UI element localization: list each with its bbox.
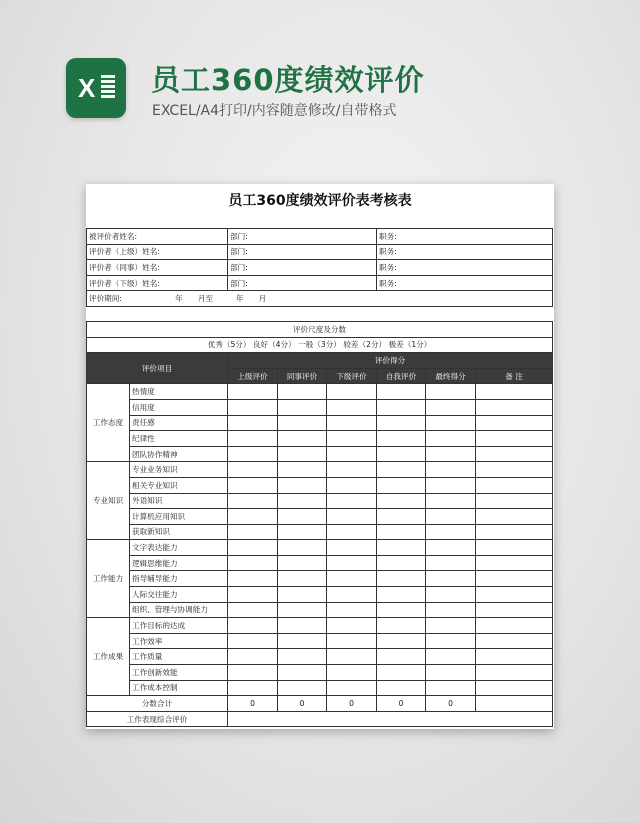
score-input-cell[interactable] <box>476 462 553 478</box>
score-input-cell[interactable] <box>426 384 476 400</box>
criteria-item-cell: 纪律性 <box>130 431 228 447</box>
score-input-cell[interactable] <box>228 399 278 415</box>
info-row <box>87 275 553 291</box>
score-input-cell[interactable] <box>476 665 553 681</box>
score-input-cell[interactable] <box>327 509 377 525</box>
score-input-cell[interactable] <box>278 633 327 649</box>
criteria-item-cell: 工作创新效能 <box>130 665 228 681</box>
score-input-cell[interactable] <box>327 618 377 634</box>
score-input-cell[interactable] <box>426 446 476 462</box>
score-input-cell[interactable] <box>377 431 426 447</box>
score-input-cell[interactable] <box>426 431 476 447</box>
score-input-cell[interactable] <box>426 665 476 681</box>
category-cell: 工作成果 <box>87 618 130 696</box>
score-input-cell[interactable] <box>476 477 553 493</box>
score-input-cell[interactable] <box>327 431 377 447</box>
score-input-cell[interactable] <box>228 509 278 525</box>
score-input-cell[interactable] <box>228 602 278 618</box>
excel-x-letter: X <box>78 73 96 103</box>
score-input-cell[interactable] <box>426 649 476 665</box>
score-input-cell[interactable] <box>278 415 327 431</box>
score-input-cell[interactable] <box>476 509 553 525</box>
score-input-cell[interactable] <box>278 540 327 556</box>
score-input-cell[interactable] <box>476 540 553 556</box>
score-input-cell[interactable] <box>426 524 476 540</box>
info-dept-cell: 部门: <box>228 260 377 276</box>
summary-row <box>87 711 553 727</box>
criteria-row <box>87 462 553 478</box>
score-input-cell[interactable] <box>377 680 426 696</box>
spacer-row <box>87 306 553 321</box>
score-input-cell[interactable] <box>426 477 476 493</box>
criteria-row <box>87 509 553 525</box>
score-input-cell[interactable] <box>228 555 278 571</box>
score-input-cell[interactable] <box>327 649 377 665</box>
score-input-cell[interactable] <box>476 571 553 587</box>
score-input-cell[interactable] <box>327 493 377 509</box>
score-input-cell[interactable] <box>327 462 377 478</box>
score-input-cell[interactable] <box>377 665 426 681</box>
score-input-cell[interactable] <box>228 680 278 696</box>
criteria-row <box>87 540 553 556</box>
criteria-item-cell: 热情度 <box>130 384 228 400</box>
score-input-cell[interactable] <box>426 540 476 556</box>
score-input-cell[interactable] <box>476 446 553 462</box>
scale-values-cell: 优秀（5分） 良好（4分） 一般（3分） 较差（2分） 极差（1分） <box>87 337 553 353</box>
score-input-cell[interactable] <box>476 415 553 431</box>
score-input-cell[interactable] <box>228 540 278 556</box>
criteria-row <box>87 665 553 681</box>
criteria-item-cell: 团队协作精神 <box>130 446 228 462</box>
score-input-cell[interactable] <box>278 665 327 681</box>
criteria-row <box>87 431 553 447</box>
spreadsheet-lines-icon <box>101 75 115 101</box>
score-input-cell[interactable] <box>476 649 553 665</box>
score-input-cell[interactable] <box>278 587 327 603</box>
criteria-row <box>87 477 553 493</box>
score-input-cell[interactable] <box>476 680 553 696</box>
info-row <box>87 244 553 260</box>
score-input-cell[interactable] <box>228 587 278 603</box>
score-input-cell[interactable] <box>278 477 327 493</box>
criteria-row <box>87 602 553 618</box>
criteria-row <box>87 571 553 587</box>
score-input-cell[interactable] <box>426 571 476 587</box>
score-input-cell[interactable] <box>377 509 426 525</box>
score-input-cell[interactable] <box>327 555 377 571</box>
score-input-cell[interactable] <box>228 431 278 447</box>
score-input-cell[interactable] <box>228 384 278 400</box>
score-input-cell[interactable] <box>228 493 278 509</box>
score-input-cell[interactable] <box>426 462 476 478</box>
score-input-cell[interactable] <box>377 540 426 556</box>
score-input-cell[interactable] <box>476 399 553 415</box>
score-input-cell[interactable] <box>228 618 278 634</box>
total-value-cell: 0 <box>426 696 476 712</box>
score-input-cell[interactable] <box>377 555 426 571</box>
excel-icon <box>66 58 126 118</box>
score-input-cell[interactable] <box>426 415 476 431</box>
criteria-row <box>87 524 553 540</box>
score-input-cell[interactable] <box>377 462 426 478</box>
score-input-cell[interactable] <box>278 399 327 415</box>
score-input-cell[interactable] <box>278 509 327 525</box>
score-input-cell[interactable] <box>278 649 327 665</box>
criteria-item-cell: 工作成本控制 <box>130 680 228 696</box>
period-cell: 评价期间: 年 月至 年 月 <box>87 291 553 307</box>
score-input-cell[interactable] <box>327 633 377 649</box>
score-input-cell[interactable] <box>377 602 426 618</box>
score-input-cell[interactable] <box>327 477 377 493</box>
score-input-cell[interactable] <box>327 587 377 603</box>
score-input-cell[interactable] <box>426 618 476 634</box>
category-cell: 工作能力 <box>87 540 130 618</box>
summary-label-cell: 工作表现综合评价 <box>87 711 228 727</box>
criteria-item-cell: 指导辅导能力 <box>130 571 228 587</box>
evaluation-table <box>86 228 553 727</box>
scale-title-row <box>87 321 553 337</box>
scale-title-cell: 评价尺度及分数 <box>87 321 553 337</box>
criteria-item-cell: 文字表达能力 <box>130 540 228 556</box>
score-input-cell[interactable] <box>228 633 278 649</box>
score-input-cell[interactable] <box>377 587 426 603</box>
criteria-row <box>87 446 553 462</box>
score-input-cell[interactable] <box>278 571 327 587</box>
score-input-cell[interactable] <box>327 524 377 540</box>
score-input-cell[interactable] <box>278 462 327 478</box>
criteria-item-cell: 专业业务知识 <box>130 462 228 478</box>
score-input-cell[interactable] <box>476 618 553 634</box>
criteria-item-cell: 工作效率 <box>130 633 228 649</box>
summary-input-cell[interactable] <box>228 711 553 727</box>
score-input-cell[interactable] <box>278 493 327 509</box>
score-input-cell[interactable] <box>278 602 327 618</box>
criteria-row <box>87 384 553 400</box>
score-input-cell[interactable] <box>476 524 553 540</box>
info-position-cell: 职务: <box>377 244 553 260</box>
score-input-cell[interactable] <box>327 680 377 696</box>
criteria-row <box>87 399 553 415</box>
score-input-cell[interactable] <box>377 649 426 665</box>
criteria-item-cell: 组织、管理与协调能力 <box>130 602 228 618</box>
score-input-cell[interactable] <box>426 680 476 696</box>
score-input-cell[interactable] <box>476 587 553 603</box>
score-input-cell[interactable] <box>327 399 377 415</box>
score-input-cell[interactable] <box>476 493 553 509</box>
info-position-cell: 职务: <box>377 275 553 291</box>
criteria-row <box>87 633 553 649</box>
score-input-cell[interactable] <box>327 384 377 400</box>
score-input-cell[interactable] <box>426 493 476 509</box>
spacer-cell <box>87 306 553 321</box>
header-row-1 <box>87 353 553 369</box>
score-input-cell[interactable] <box>476 384 553 400</box>
criteria-row <box>87 649 553 665</box>
score-input-cell[interactable] <box>377 415 426 431</box>
score-group-header: 评价得分 <box>228 353 553 369</box>
score-input-cell[interactable] <box>377 524 426 540</box>
score-input-cell[interactable] <box>426 555 476 571</box>
criteria-row <box>87 587 553 603</box>
score-input-cell[interactable] <box>377 618 426 634</box>
score-column-header: 自我评价 <box>377 368 426 384</box>
criteria-item-cell: 工作目标的达成 <box>130 618 228 634</box>
criteria-row <box>87 493 553 509</box>
score-column-header: 下级评价 <box>327 368 377 384</box>
info-position-cell: 职务: <box>377 260 553 276</box>
total-value-cell: 0 <box>278 696 327 712</box>
score-input-cell[interactable] <box>228 571 278 587</box>
score-input-cell[interactable] <box>327 446 377 462</box>
criteria-row <box>87 680 553 696</box>
info-dept-cell: 部门: <box>228 229 377 245</box>
criteria-item-cell: 计算机应用知识 <box>130 509 228 525</box>
category-cell: 工作态度 <box>87 384 130 462</box>
form-paper <box>86 184 554 729</box>
score-input-cell[interactable] <box>327 602 377 618</box>
info-name-cell: 评价者（上级）姓名: <box>87 244 228 260</box>
info-row <box>87 229 553 245</box>
score-column-header: 上级评价 <box>228 368 278 384</box>
score-column-header: 最终得分 <box>426 368 476 384</box>
score-input-cell[interactable] <box>426 509 476 525</box>
score-input-cell[interactable] <box>278 446 327 462</box>
form-title: 员工360度绩效评价表考核表 <box>228 193 412 209</box>
score-input-cell[interactable] <box>228 462 278 478</box>
score-input-cell[interactable] <box>426 399 476 415</box>
criteria-item-cell: 信用度 <box>130 399 228 415</box>
criteria-item-cell: 逻辑思维能力 <box>130 555 228 571</box>
score-input-cell[interactable] <box>476 602 553 618</box>
score-input-cell[interactable] <box>377 384 426 400</box>
criteria-row <box>87 555 553 571</box>
item-header: 评价项目 <box>87 353 228 384</box>
score-input-cell[interactable] <box>476 555 553 571</box>
page-title: 员工360度绩效评价 <box>151 63 425 97</box>
criteria-item-cell: 外语知识 <box>130 493 228 509</box>
criteria-item-cell: 人际交往能力 <box>130 587 228 603</box>
score-input-cell[interactable] <box>327 540 377 556</box>
score-input-cell[interactable] <box>377 477 426 493</box>
scale-values-row <box>87 337 553 353</box>
score-input-cell[interactable] <box>476 633 553 649</box>
criteria-item-cell: 工作质量 <box>130 649 228 665</box>
score-input-cell[interactable] <box>278 524 327 540</box>
score-input-cell[interactable] <box>278 555 327 571</box>
total-value-cell: 0 <box>228 696 278 712</box>
total-row <box>87 696 553 712</box>
info-name-cell: 评价者（同事）姓名: <box>87 260 228 276</box>
criteria-item-cell: 获取新知识 <box>130 524 228 540</box>
total-value-cell: 0 <box>327 696 377 712</box>
score-input-cell[interactable] <box>228 665 278 681</box>
score-input-cell[interactable] <box>228 524 278 540</box>
info-name-cell: 评价者（下级）姓名: <box>87 275 228 291</box>
total-remark-cell[interactable] <box>476 696 553 712</box>
info-name-cell: 被评价者姓名: <box>87 229 228 245</box>
total-label-cell: 分数合计 <box>87 696 228 712</box>
page-subtitle: EXCEL/A4打印/内容随意修改/自带格式 <box>152 103 397 119</box>
score-input-cell[interactable] <box>228 477 278 493</box>
score-input-cell[interactable] <box>426 602 476 618</box>
score-input-cell[interactable] <box>377 633 426 649</box>
score-input-cell[interactable] <box>377 571 426 587</box>
score-input-cell[interactable] <box>278 618 327 634</box>
score-column-header: 备 注 <box>476 368 553 384</box>
criteria-item-cell: 相关专业知识 <box>130 477 228 493</box>
score-input-cell[interactable] <box>327 571 377 587</box>
score-input-cell[interactable] <box>278 431 327 447</box>
score-column-header: 同事评价 <box>278 368 327 384</box>
info-dept-cell: 部门: <box>228 275 377 291</box>
score-input-cell[interactable] <box>377 446 426 462</box>
score-input-cell[interactable] <box>327 665 377 681</box>
info-dept-cell: 部门: <box>228 244 377 260</box>
criteria-item-cell: 责任感 <box>130 415 228 431</box>
criteria-row <box>87 618 553 634</box>
score-input-cell[interactable] <box>476 431 553 447</box>
category-cell: 专业知识 <box>87 462 130 540</box>
score-input-cell[interactable] <box>278 680 327 696</box>
score-input-cell[interactable] <box>228 446 278 462</box>
criteria-row <box>87 415 553 431</box>
score-input-cell[interactable] <box>278 384 327 400</box>
period-row <box>87 291 553 307</box>
score-input-cell[interactable] <box>228 415 278 431</box>
score-input-cell[interactable] <box>377 399 426 415</box>
info-position-cell: 职务: <box>377 229 553 245</box>
score-input-cell[interactable] <box>327 415 377 431</box>
total-value-cell: 0 <box>377 696 426 712</box>
score-input-cell[interactable] <box>426 633 476 649</box>
info-row <box>87 260 553 276</box>
score-input-cell[interactable] <box>228 649 278 665</box>
score-input-cell[interactable] <box>426 587 476 603</box>
score-input-cell[interactable] <box>377 493 426 509</box>
